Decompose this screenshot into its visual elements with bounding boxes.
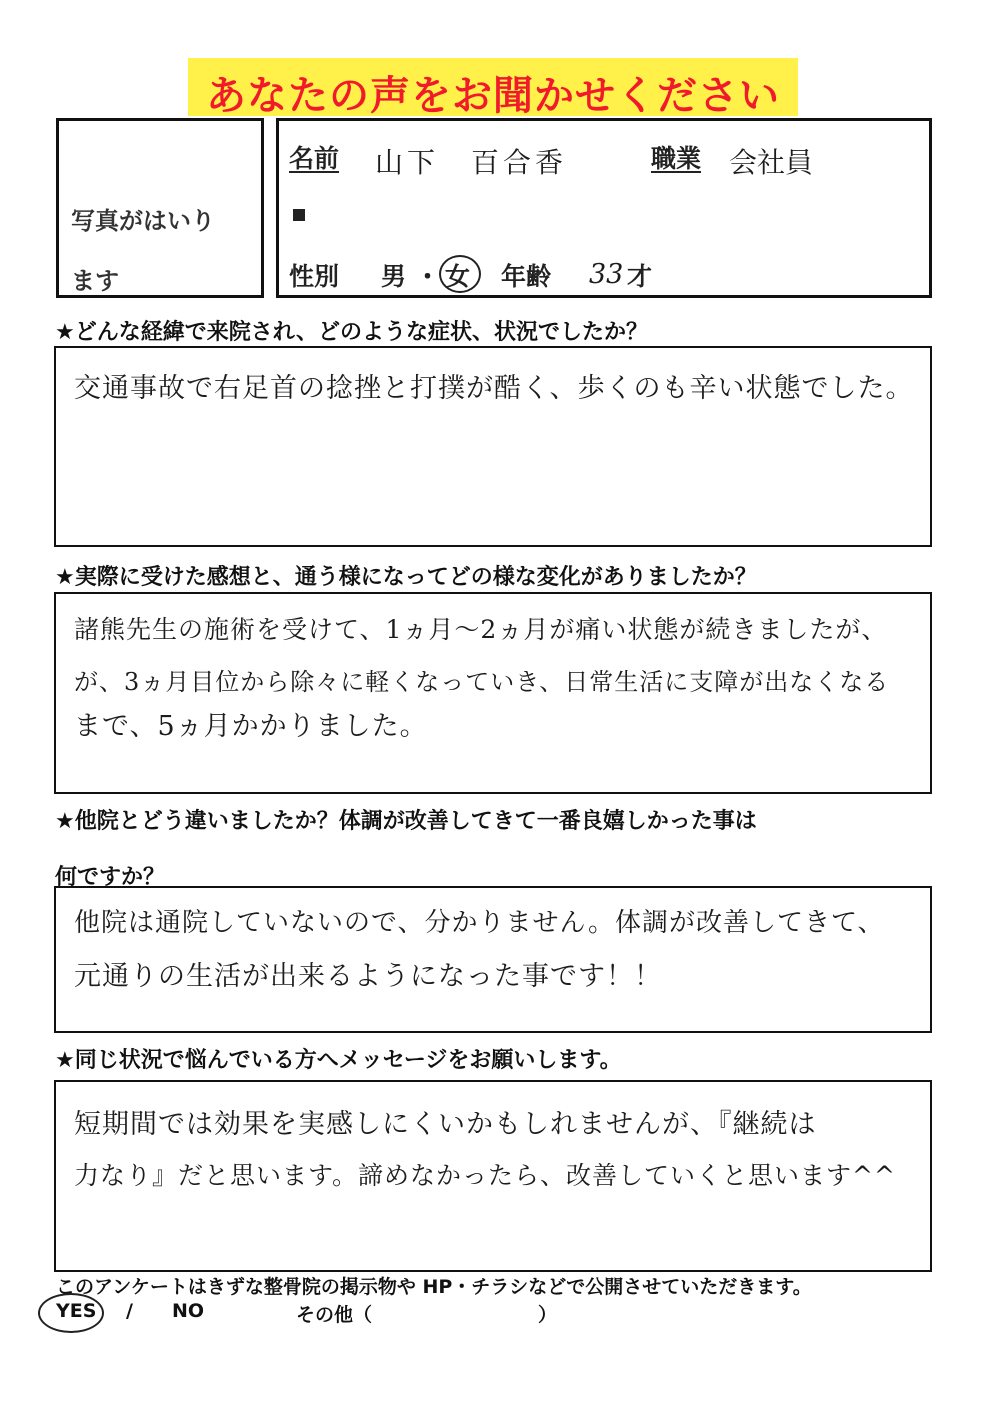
question-4: ★同じ状況で悩んでいる方へメッセージをお願いします。 [55, 1048, 622, 1073]
answer-2-line-2: が、3ヵ月目位から除々に軽くなっていき、日常生活に支障が出なくなる [74, 668, 890, 696]
answer-2-line-1: 諸熊先生の施術を受けて、1ヵ月～2ヵ月が痛い状態が続きましたが、 [74, 615, 888, 644]
age-label: 年齢 [501, 262, 552, 291]
gender-separator: ・ [415, 262, 441, 291]
consent-no: NO [172, 1300, 205, 1322]
answer-2-line-3: まで、5ヵ月かかりました。 [74, 711, 428, 742]
question-1: ★どんな経緯で来院され、どのような症状、状況でしたか？ [55, 320, 649, 345]
answer-3-line-2: 元通りの生活が出来るようになった事です！！ [74, 961, 662, 992]
question-3-cont: 何ですか？ [55, 865, 166, 890]
answer-box-1 [54, 346, 932, 547]
question-2: ★実際に受けた感想と、通う様になってどの様な変化がありましたか？ [55, 565, 757, 590]
publication-notice: このアンケートはきずな整骨院の掲示物や HP・チラシなどで公開させていただきます。 [56, 1276, 812, 1298]
name-label: 名前 [289, 144, 340, 173]
consent-yes: YES [56, 1300, 97, 1322]
bullet-square [293, 209, 305, 221]
answer-1-line-1: 交通事故で右足首の捻挫と打撲が酷く、歩くのも辛い状態でした。 [74, 373, 914, 404]
gender-female: 女 [445, 262, 471, 291]
consent-slash: / [126, 1300, 133, 1322]
gender-label: 性別 [289, 262, 340, 291]
profile-box [276, 118, 932, 298]
age-unit: 才 [627, 262, 653, 291]
photo-placeholder [56, 118, 264, 298]
answer-4-line-1: 短期間では効果を実感しにくいかもしれませんが、『継続は [74, 1109, 817, 1140]
page-title: あなたの声をお聞かせください [206, 73, 780, 119]
title-banner [188, 58, 798, 119]
age-value: 33 [589, 259, 624, 290]
answer-4-line-2: 力なり』だと思います。諦めなかったら、改善していくと思います^^ [74, 1161, 896, 1190]
photo-caption-line1: 写真がはいり [71, 207, 215, 235]
job-label: 職業 [651, 144, 702, 173]
gender-male: 男 [381, 262, 407, 291]
answer-box-3 [54, 886, 932, 1033]
answer-box-4 [54, 1080, 932, 1272]
consent-other-close: ） [538, 1304, 558, 1326]
photo-caption-line2: ます [71, 267, 119, 295]
consent-other: その他（ [296, 1304, 373, 1326]
answer-box-2 [54, 592, 932, 794]
job-value: 会社員 [729, 146, 814, 179]
answer-3-line-1: 他院は通院していないので、分かりません。体調が改善してきて、 [74, 908, 885, 938]
question-3: ★他院とどう違いましたか？体調が改善してきて一番良嬉しかった事は [55, 809, 757, 834]
name-value: 山下 百合香 [375, 146, 568, 179]
